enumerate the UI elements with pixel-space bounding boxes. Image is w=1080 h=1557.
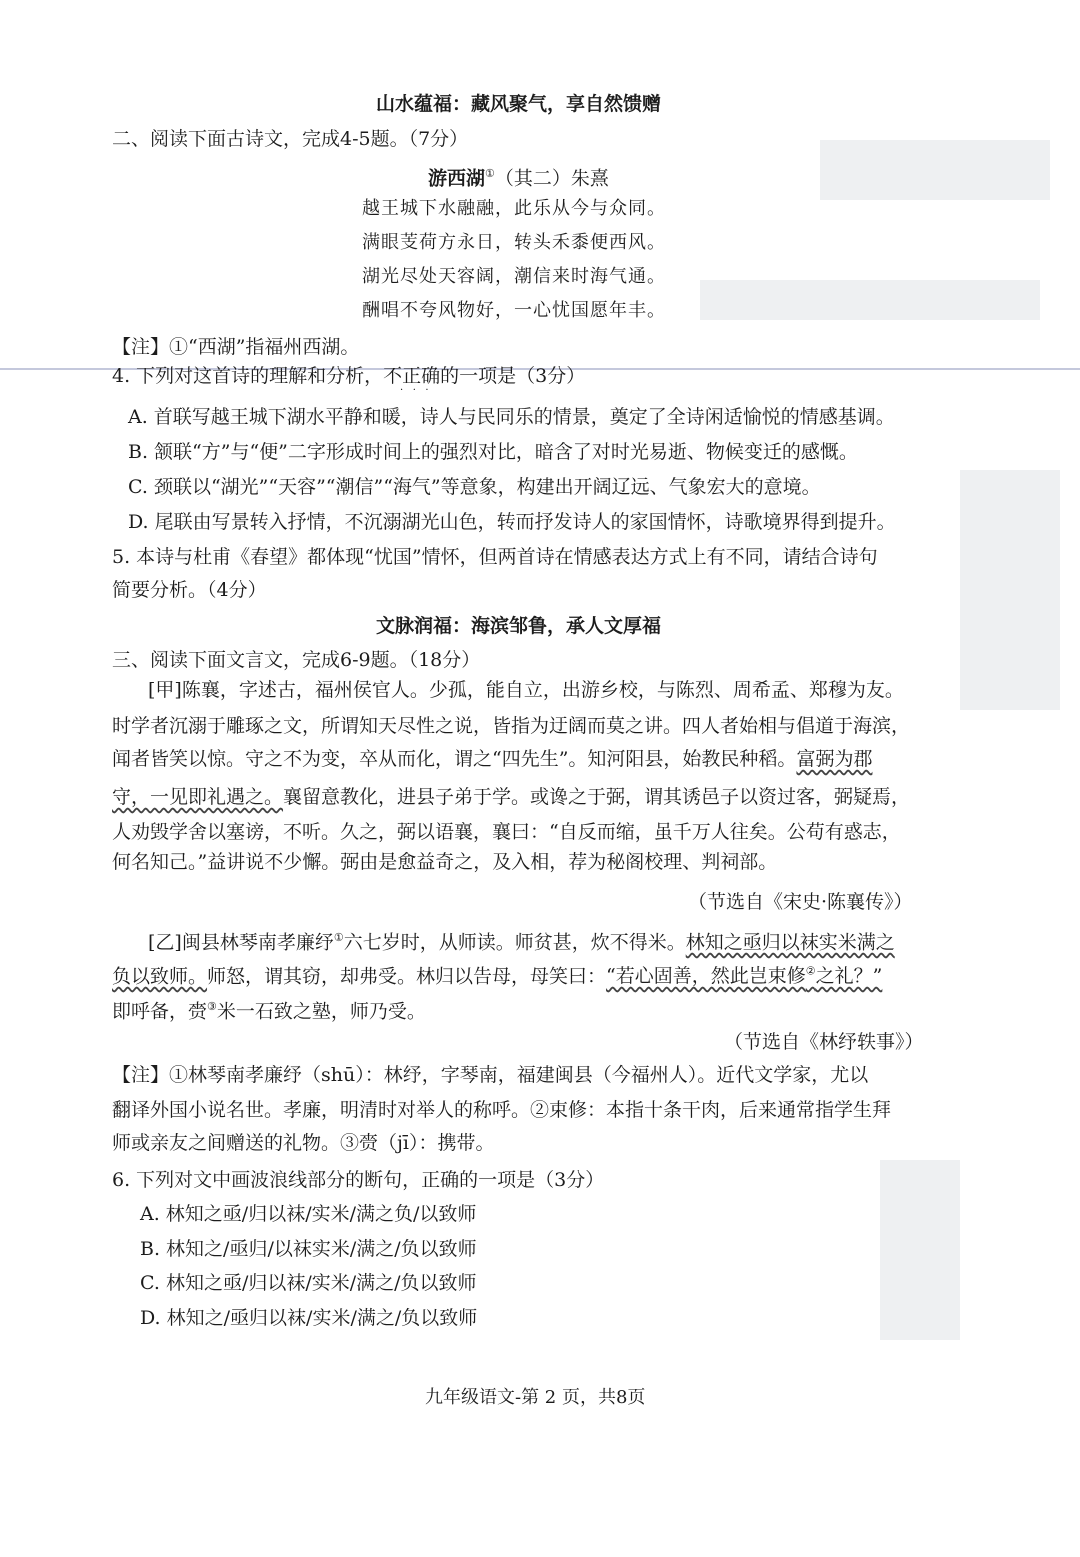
poem-subtitle: （其二）朱熹 (494, 167, 609, 190)
section2-title: 文脉润福：海滨邹鲁，承人文厚福 (376, 615, 662, 637)
passage-yi-line (112, 960, 882, 988)
section1-title: 山水蕴福：藏风聚气，享自然馈赠 (376, 93, 662, 115)
q4-stem: 4. 下列对这首诗的理解和分析，不正确的一项是（3分） (112, 365, 586, 387)
poem-line: 满眼芰荷方永日，转头禾黍便西风。 (362, 232, 666, 253)
bleed-through-mark (880, 1160, 960, 1340)
passage-jia-line: 时学者沉溺于雕琢之文，所谓知天尽性之说，皆指为迂阔而莫之讲。四人者始相与倡道于海滨， (112, 715, 911, 737)
passage-text: 闻者皆笑以惊。守之不为变，卒从而化，谓之“四先生”。知河阳县，始教民种稻。 (112, 748, 797, 770)
q6-option-a: A. 林知之亟/归以袜/实米/满之负/以致师 (140, 1203, 477, 1225)
q6-option-d: D. 林知之/亟归以袜/实米/满之/负以致师 (140, 1307, 478, 1329)
q6-option-c: C. 林知之亟/归以袜/实米/满之/负以致师 (140, 1272, 477, 1294)
underlined-text (606, 965, 882, 987)
part3-heading: 三、阅读下面文言文，完成6-9题。（18分） (112, 649, 481, 671)
poem-line: 越王城下水融融，此乐从今与众同。 (362, 198, 666, 219)
passage-text: [乙]闽县林琴南孝廉纾 (148, 931, 334, 954)
wavy-underlined-text: 负以致师。 (112, 965, 208, 988)
q4-option-a: A. 首联写越王城下湖水平静和暖，诗人与民同乐的情景，奠定了全诗闲适愉悦的情感基调。 (128, 406, 895, 428)
page-footer: 九年级语文-第 2 页，共8页 (425, 1387, 646, 1408)
q4-option-d: D. 尾联由写景转入抒情，不沉溺湖光山色，转而抒发诗人的家国情怀，诗歌境界得到提升。 (128, 511, 896, 533)
underlined-text: 富弼为郡 (796, 748, 873, 770)
bleed-through-mark (820, 140, 1050, 200)
q4-option-b: B. 颔联“方”与“便”二字形成时间上的强烈对比，暗含了对时光易逝、物候变迁的感慨。 (128, 441, 858, 463)
passage-jia-line (112, 785, 910, 809)
passage-yi-line (148, 926, 895, 954)
passage-text: “若心固善，然此岂束修 (606, 965, 806, 988)
notes-line: 【注】①林琴南孝廉纾（shū）：林纾，字琴南，福建闽县（今福州人）。近代文学家，尤以 (112, 1064, 869, 1086)
passage-text: 襄留意教化，进县子弟于学。或谗之于弼，谓其诱邑子以资过客，弼疑焉， (283, 786, 911, 808)
passage-jia-line (112, 747, 872, 771)
q5-line2: 简要分析。（4分） (112, 579, 267, 601)
passage-text: 六七岁时，从师读。师贫甚，炊不得米。 (343, 931, 686, 954)
passage-jia-line: [甲]陈襄，字述古，福州侯官人。少孤，能自立，出游乡校，与陈烈、周希孟、郑穆为友。 (148, 679, 904, 701)
poem-line: 湖光尽处天容阔，潮信来时海气通。 (362, 266, 666, 287)
wavy-underlined-text: 林知之亟归以袜实米满之 (685, 931, 895, 954)
notes-line: 师或亲友之间赠送的礼物。③赍（jī）：携带。 (112, 1132, 495, 1154)
passage-yi-source: （节选自《林纾轶事》） (724, 1031, 924, 1053)
passage-jia-line: 何名知己。”益讲说不少懈。弼由是愈益奇之，及入相，荐为秘阁校理、判祠部。 (112, 851, 778, 873)
underlined-text: 守，一见即礼遇之。 (112, 786, 284, 808)
passage-jia-source: （节选自《宋史·陈襄传》） (688, 891, 913, 913)
note-mark: ① (333, 931, 344, 944)
passage-yi-line (112, 995, 426, 1023)
notes-line: 翻译外国小说名世。孝廉，明清时对举人的称呼。②束修：本指十条干肉，后来通常指学生拜 (112, 1099, 892, 1121)
poem-note-mark: ① (485, 167, 495, 180)
passage-text: 米一石致之塾，师乃受。 (216, 1000, 426, 1023)
passage-text: 之礼？” (815, 965, 883, 988)
passage-text: 即呼备，赍 (112, 1000, 208, 1023)
q6-stem: 6. 下列对文中画波浪线部分的断句，正确的一项是（3分） (112, 1169, 605, 1191)
poem-title: 游西湖 (428, 167, 486, 190)
poem-note: 【注】①“西湖”指福州西湖。 (112, 336, 360, 358)
q6-option-b: B. 林知之/亟归/以袜实米/满之/负以致师 (140, 1238, 477, 1260)
q4-option-c: C. 颈联以“湖光”“天容”“潮信”“海气”等意象，构建出开阔辽远、气象宏大的意境。 (128, 476, 821, 498)
poem-title-line (428, 162, 609, 190)
q5-line1: 5. 本诗与杜甫《春望》都体现“忧国”情怀，但两首诗在情感表达方式上有不同，请结合诗句 (112, 546, 878, 568)
note-mark: ③ (207, 1000, 217, 1013)
part2-heading: 二、阅读下面古诗文，完成4-5题。（7分） (112, 128, 469, 150)
passage-text: 师怒，谓其窃，却弗受。林归以告母，母笑曰： (207, 965, 607, 988)
passage-jia-line: 人劝毁学舍以塞谤，不听。久之，弼以语襄，襄曰：“自反而缩，虽千万人往矣。公苟有惑志， (112, 821, 901, 843)
bleed-through-mark (960, 470, 1060, 710)
note-mark: ② (805, 965, 816, 978)
emphasis-dots: · · · (400, 385, 429, 396)
poem-line: 酬唱不夸风物好，一心忧国愿年丰。 (362, 300, 666, 321)
bleed-through-mark (700, 280, 1040, 320)
